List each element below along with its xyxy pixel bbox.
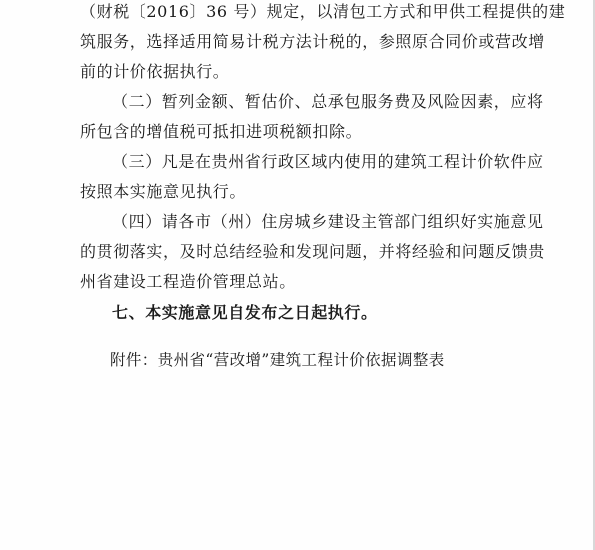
attachment-note: 附件：贵州省“营改增”建筑工程计价依据调整表 [110,351,445,369]
paragraph-4-line-1: （四）请各市（州）住房城乡建设主管部门组织好实施意见 [112,212,544,231]
paragraph-3-line-2: 按照本实施意见执行。 [80,182,247,201]
paragraph-1-line-3: 前的计价依据执行。 [80,62,230,81]
paragraph-4-line-3: 州省建设工程造价管理总站。 [80,272,296,291]
paragraph-2-line-2: 所包含的增值税可抵扣进项税额扣除。 [80,122,363,141]
paragraph-4-line-2: 的贯彻落实，及时总结经验和发现问题，并将经验和问题反馈贵 [80,242,545,261]
section-7-heading: 七、本实施意见自发布之日起执行。 [112,303,378,322]
paragraph-1-line-2: 筑服务，选择适用简易计税方法计税的，参照原合同价或营改增 [80,32,545,51]
paragraph-1-line-1: （财税〔2016〕36 号）规定，以清包工方式和甲供工程提供的建 [80,2,566,21]
paragraph-3-line-1: （三）凡是在贵州省行政区域内使用的建筑工程计价软件应 [112,152,544,171]
paragraph-2-line-1: （二）暂列金额、暂估价、总承包服务费及风险因素，应将 [112,92,544,111]
